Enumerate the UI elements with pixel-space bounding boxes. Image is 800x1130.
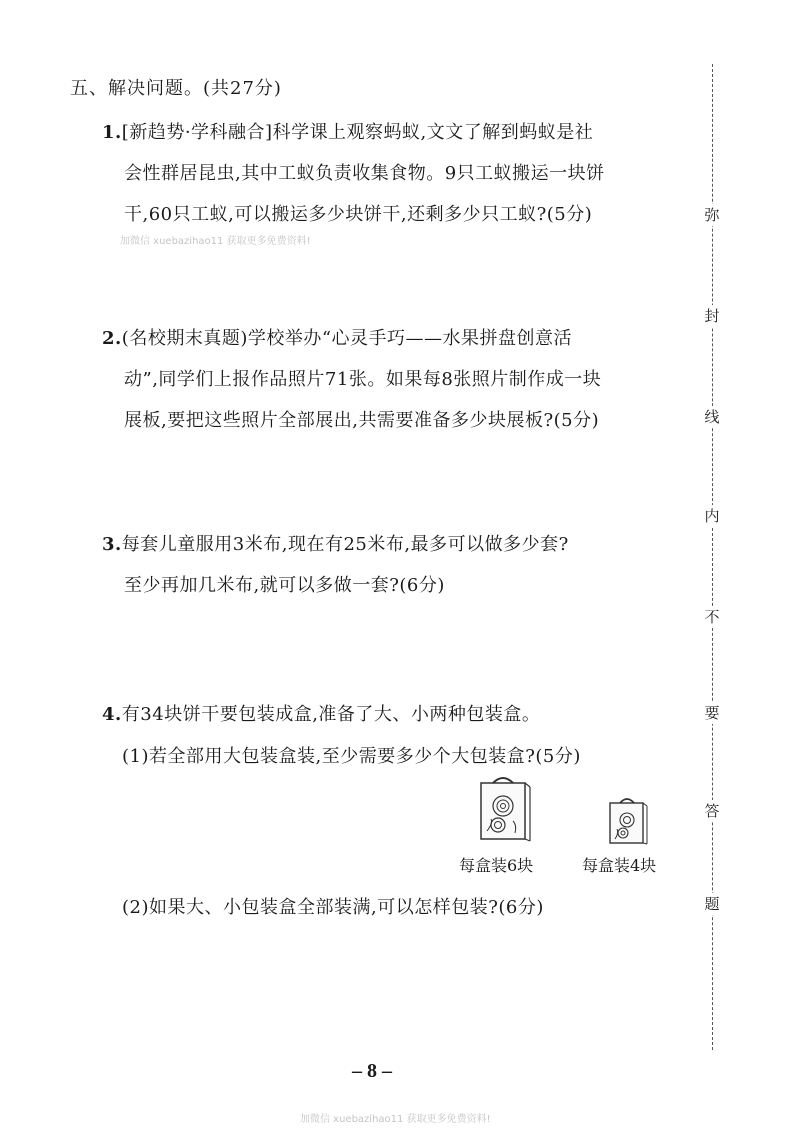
big-box-label: 每盒装6块 <box>459 856 534 875</box>
page-number: – 8 – <box>352 1060 392 1082</box>
question-4 <box>102 694 692 735</box>
question-1 <box>102 112 692 235</box>
question-text-line: 每套儿童服用3米布,现在有25米布,最多可以做多少套? <box>121 534 569 555</box>
binding-char: 题 <box>701 893 723 915</box>
question-text-line: 干,60只工蚁,可以搬运多少块饼干,还剩多少只工蚁?(5分) <box>124 204 593 225</box>
watermark-text: 加微信 xuebazihao11 获取更多免费资料! <box>120 236 311 247</box>
binding-char: 不 <box>701 606 723 628</box>
question-4-part-2: (2)如果大、小包装盒全部装满,可以怎样包装?(6分) <box>122 897 544 918</box>
big-cookie-box-image <box>473 773 533 843</box>
binding-char: 内 <box>701 505 723 527</box>
question-text-line: 动”,同学们上报作品照片71张。如果每8张照片制作成一块 <box>124 369 602 390</box>
question-number: 1. <box>102 122 122 143</box>
section-title: 五、解决问题。(共27分) <box>70 78 282 99</box>
binding-char: 弥 <box>701 204 723 226</box>
question-3 <box>102 524 692 606</box>
question-text-line: [新趋势·学科融合]科学课上观察蚂蚁,文文了解到蚂蚁是社 <box>121 122 594 143</box>
question-4-part-1: (1)若全部用大包装盒装,至少需要多少个大包装盒?(5分) <box>122 746 581 767</box>
binding-char: 线 <box>701 406 723 428</box>
question-number: 2. <box>102 328 122 349</box>
question-text-line: 会性群居昆虫,其中工蚁负责收集食物。9只工蚁搬运一块饼 <box>124 163 605 184</box>
question-text-line: 展板,要把这些照片全部展出,共需要准备多少块展板?(5分) <box>124 410 600 431</box>
question-text-line: 至少再加几米布,就可以多做一套?(6分) <box>124 575 445 596</box>
small-box-label: 每盒装4块 <box>582 856 657 875</box>
watermark-text: 加微信 xuebazihao11 获取更多免费资料! <box>300 1114 491 1125</box>
question-text-line: 有34块饼干要包装成盒,准备了大、小两种包装盒。 <box>121 704 541 725</box>
small-cookie-box-image <box>605 795 650 845</box>
binding-char: 封 <box>701 305 723 327</box>
binding-char: 答 <box>701 800 723 822</box>
binding-char: 要 <box>701 702 723 724</box>
question-text-line: (名校期末真题)学校举办“心灵手巧——水果拼盘创意活 <box>121 328 573 349</box>
question-number: 3. <box>102 534 122 555</box>
question-number: 4. <box>102 704 122 725</box>
question-2 <box>102 318 692 441</box>
